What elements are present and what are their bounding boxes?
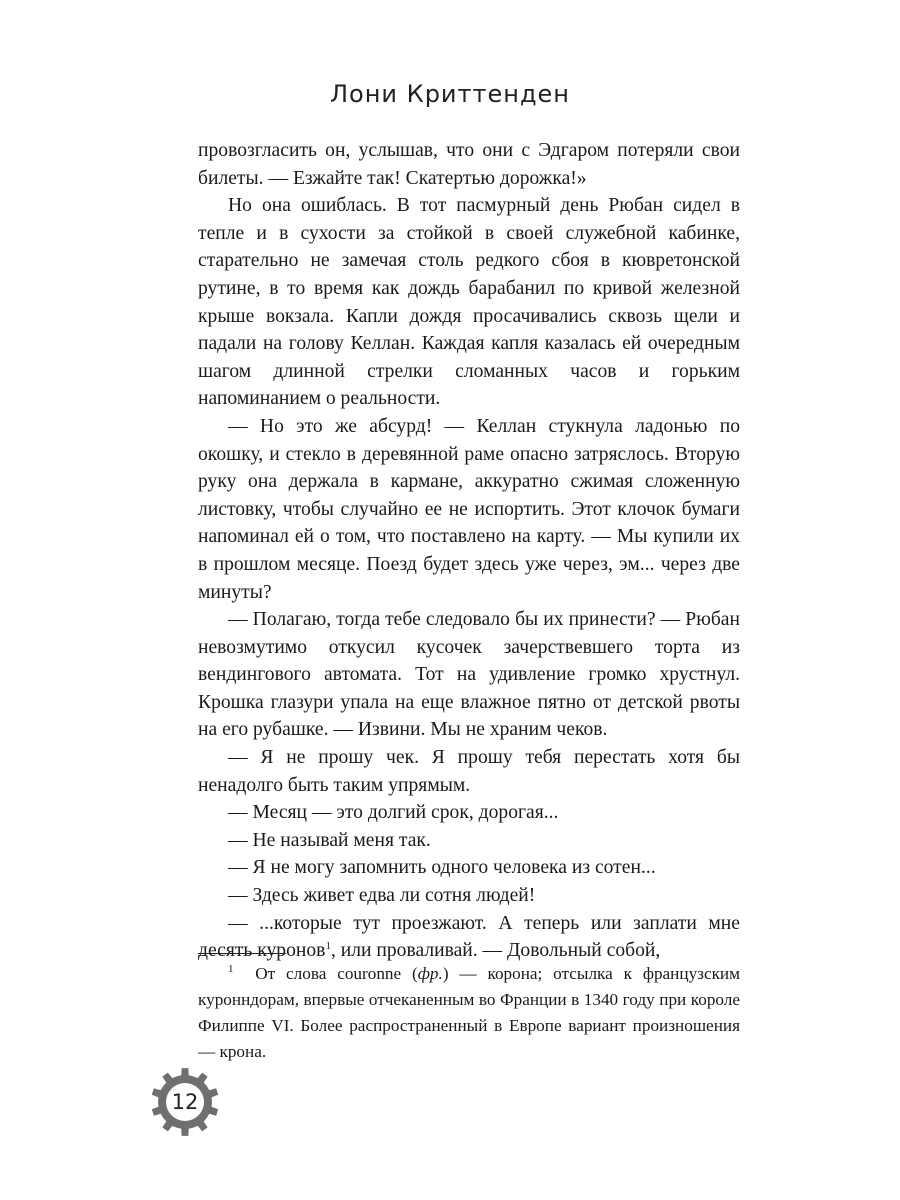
paragraph-text-before: — ...которые тут проезжают. А теперь или заплати мне десять куронов	[198, 912, 740, 962]
paragraph: — Полагаю, тогда тебе следовало бы их принести? — Рюбан невозмутимо откусил кусочек зачерствевшего торта из вендингового автомата. Тот на удивление громко хрустнул. Крошка глазури упала на еще влажное пятно от детской рвоты на его рубашке. — Извини. Мы не храним чеков.	[198, 609, 740, 741]
paragraph: Но она ошиблась. В тот пасмурный день Рюбан сидел в тепле и в сухости за стойкой в своей служебной кабинке, старательно не замечая столь редкого сбоя в кювретонской рутине, в то время как дождь барабанил по кривой железной крыше вокзала. Капли дождя просачивались сквозь щели и падали на голову Келлан. Каждая капля казалась ей очередным шагом длинной стрелки сломанных часов и горьким напоминанием о реальности.	[198, 195, 740, 410]
running-head-author: Лони Криттенден	[330, 80, 570, 108]
paragraph	[198, 910, 740, 965]
paragraph: — Я не могу запомнить одного человека из сотен...	[228, 857, 656, 879]
paragraph: — Я не прошу чек. Я прошу тебя перестать хотя бы ненадолго быть таким упрямым.	[198, 747, 740, 796]
footnote-rest: ) — корона; отсылка к французским куронндорам, впервые отчеканенным во Франции в 1340 году при короле Филиппе VI. Более распространенный в Европе вариант произношения — крона.	[198, 964, 741, 1061]
footnote	[198, 961, 740, 1065]
paragraph: — Здесь живет едва ли сотня людей!	[228, 885, 536, 907]
paragraph: — Не называй меня так.	[228, 829, 431, 851]
footnote-separator	[198, 953, 286, 954]
main-text	[198, 137, 740, 965]
page-number: 12	[171, 1090, 199, 1114]
footnote-lead: От слова couronne (	[255, 964, 418, 983]
footnote-marker: 1	[228, 963, 234, 975]
paragraph: — Месяц — это долгий срок, дорогая...	[228, 802, 559, 824]
footnote-reference[interactable]: 1	[325, 940, 331, 953]
paragraph: — Но это же абсурд! — Келлан стукнула ладонью по окошку, и стекло в деревянной раме опасно затряслось. Вторую руку она держала в кармане, аккуратно сжимая сложенную листовку, чтобы случайно ее не испортить. Этот клочок бумаги напоминал ей о том, что поставлено на карту. — Мы купили их в прошлом месяце. Поезд будет здесь уже через, эм... через две минуты?	[198, 415, 740, 603]
footnote-paragraph	[198, 961, 740, 1065]
paragraph-text-after: , или проваливай. — Довольный собой,	[330, 940, 661, 962]
footnote-italic: фр.	[417, 964, 443, 983]
page-number-badge	[150, 1067, 220, 1137]
paragraph: провозгласить он, услышав, что они с Эдгаром потеряли свои билеты. — Езжайте так! Скатертью дорожка!»	[198, 140, 740, 189]
